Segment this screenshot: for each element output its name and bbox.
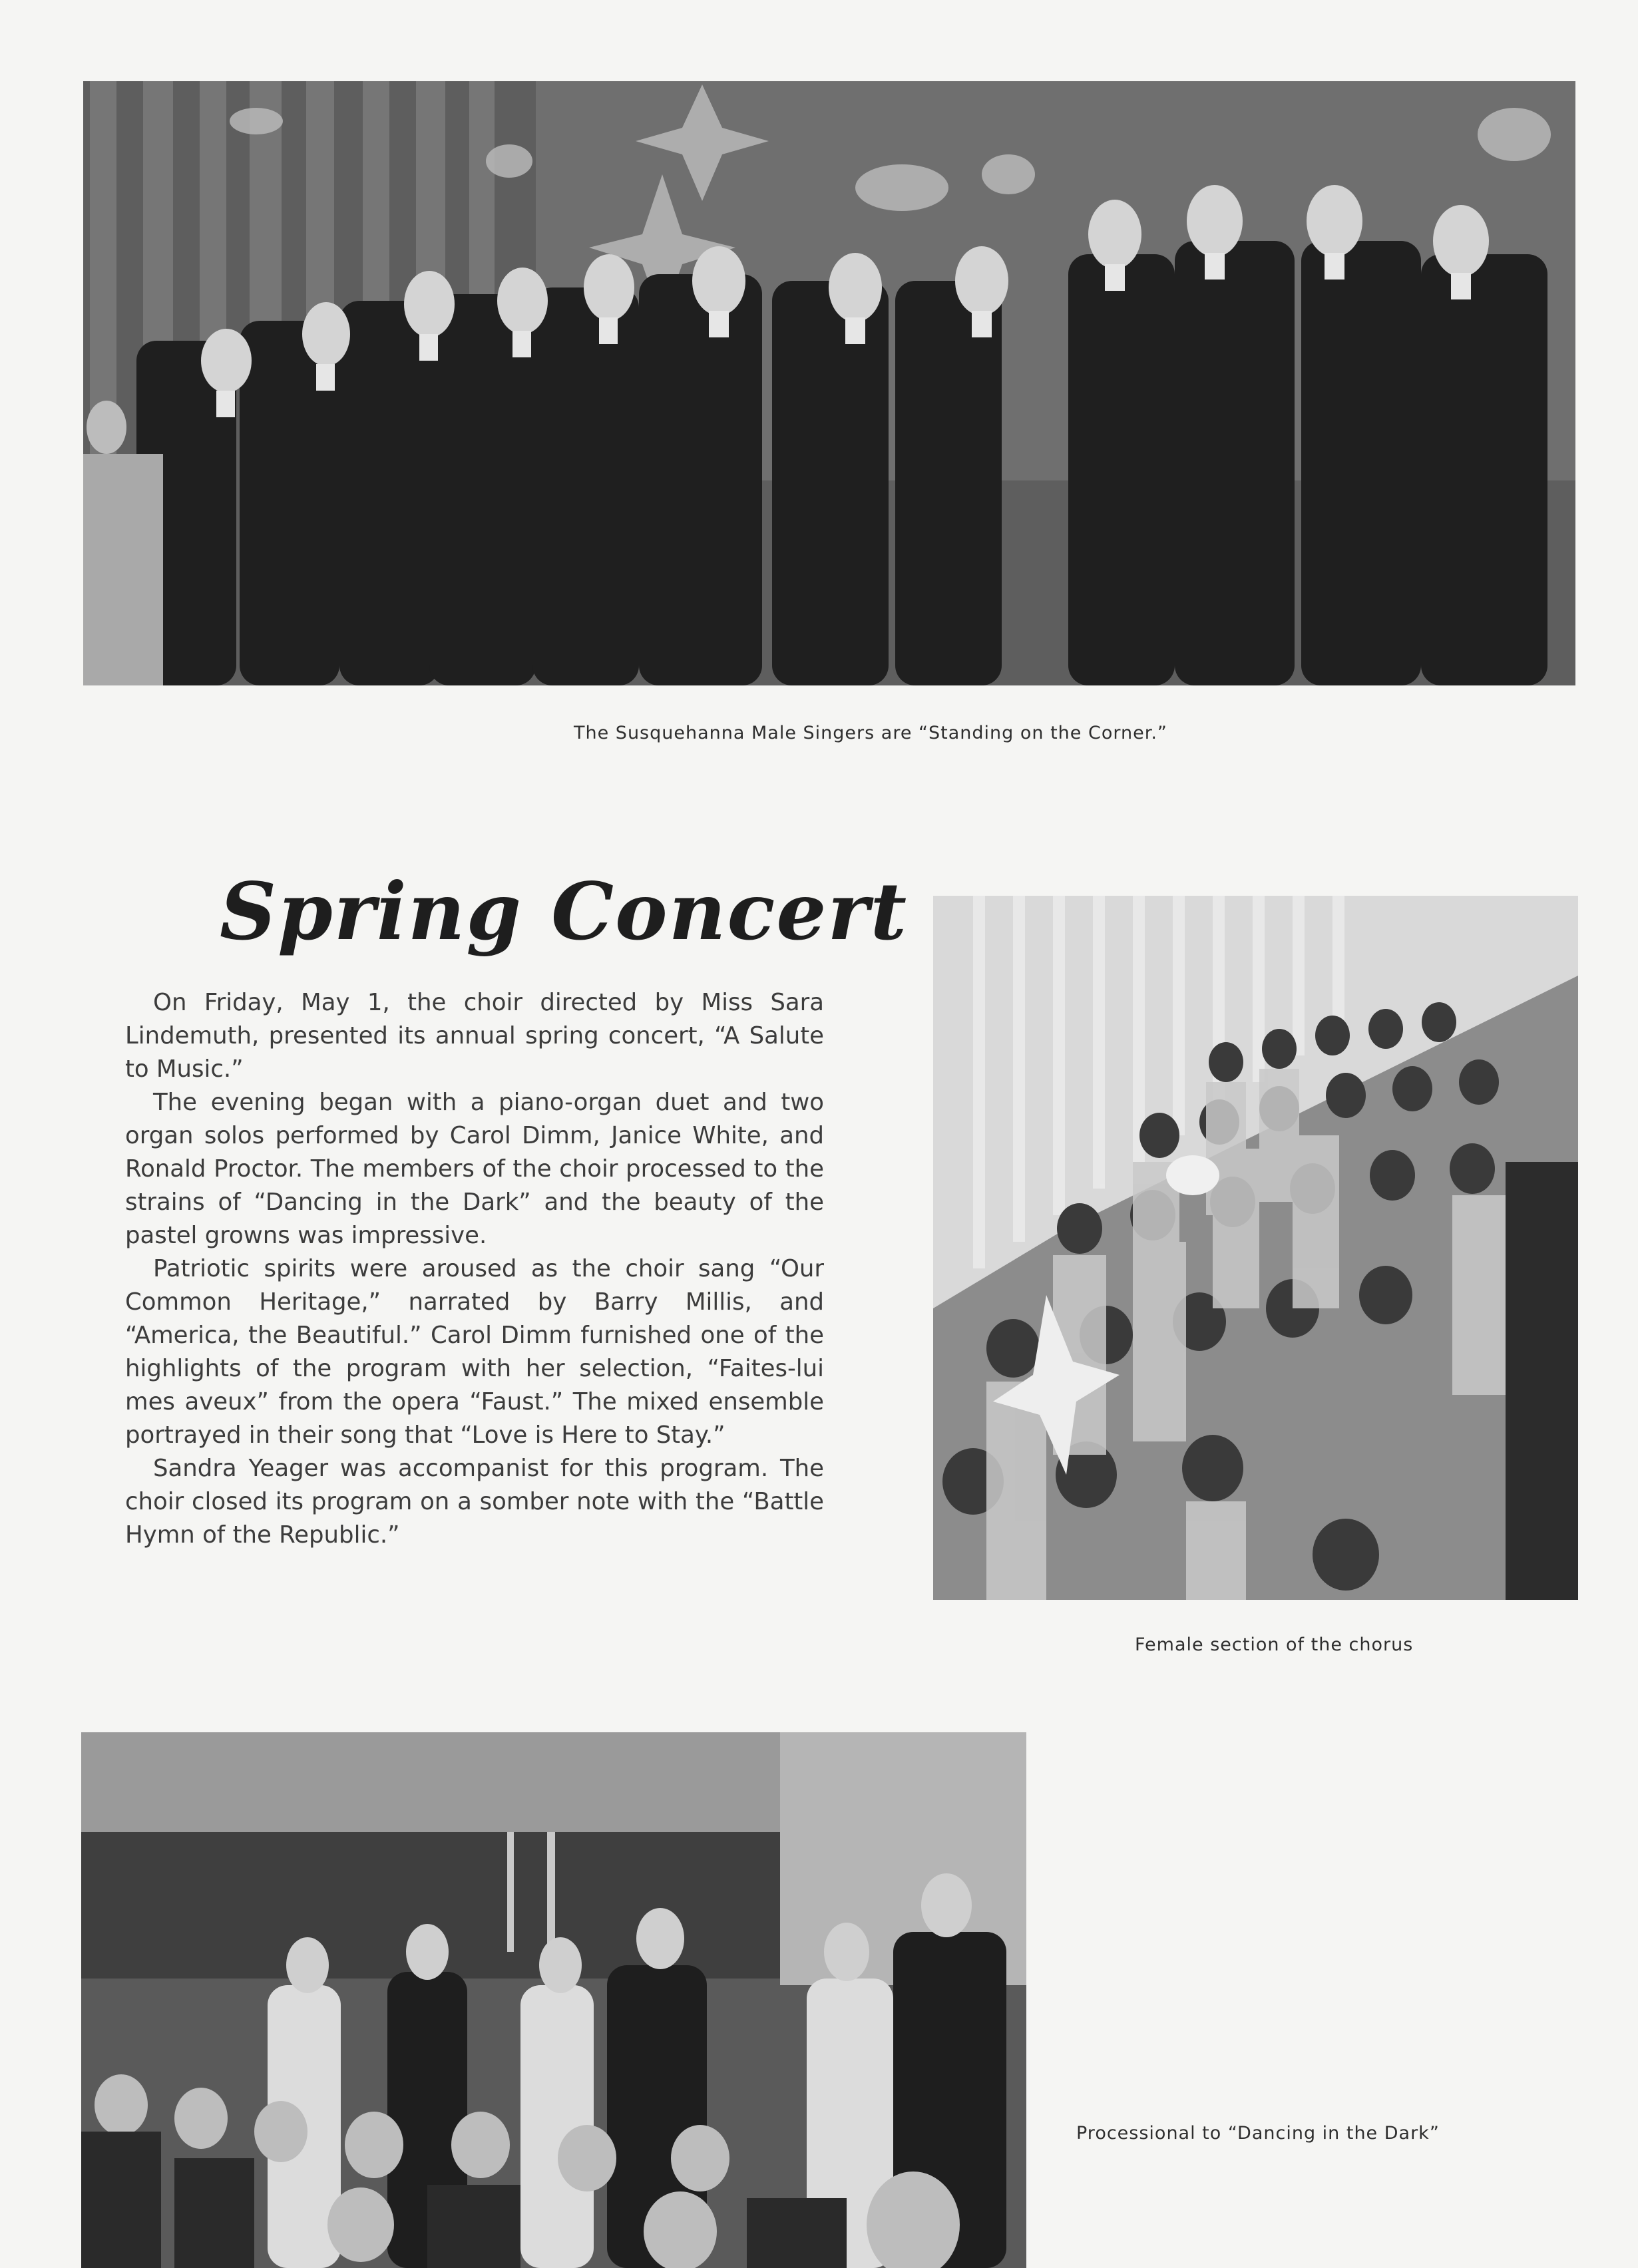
processional-photo — [81, 1732, 1026, 2268]
article-paragraph: On Friday, May 1, the choir directed by Miss Sara Lindemuth, presented its annual spring concert, “A Salute to Music.” — [125, 989, 824, 1083]
female-section-caption: Female section of the chorus — [1135, 1634, 1414, 1655]
article-paragraph: Sandra Yeager was accompanist for this program. The choir closed its program on a somber note with the “Battle Hymn of the Republic.” — [125, 1455, 824, 1549]
male-singers-photo — [83, 81, 1575, 685]
female-section-photo — [933, 896, 1578, 1600]
male-singers-caption: The Susquehanna Male Singers are “Standing on the Corner.” — [574, 723, 1167, 743]
article-title: Spring Concert — [220, 865, 909, 958]
article-paragraph: The evening began with a piano-organ duet and two organ solos performed by Carol Dimm, Janice White, and Ronald Proctor. The members of the choir processed to the strains of “Dancing in the Dark” and the beauty of the pastel growns was impressive. — [125, 1089, 824, 1249]
article-body — [125, 986, 824, 1552]
processional-caption: Processional to “Dancing in the Dark” — [1076, 2123, 1440, 2144]
article-paragraph: Patriotic spirits were aroused as the choir sang “Our Common Heritage,” narrated by Barry Millis, and “America, the Beautiful.” Carol Dimm furnished one of the highlights of the program with her selection, “Faites-lui mes aveux” from the opera “Faust.” The mixed ensemble portrayed in their song that “Love is Here to Stay.” — [125, 1255, 824, 1449]
